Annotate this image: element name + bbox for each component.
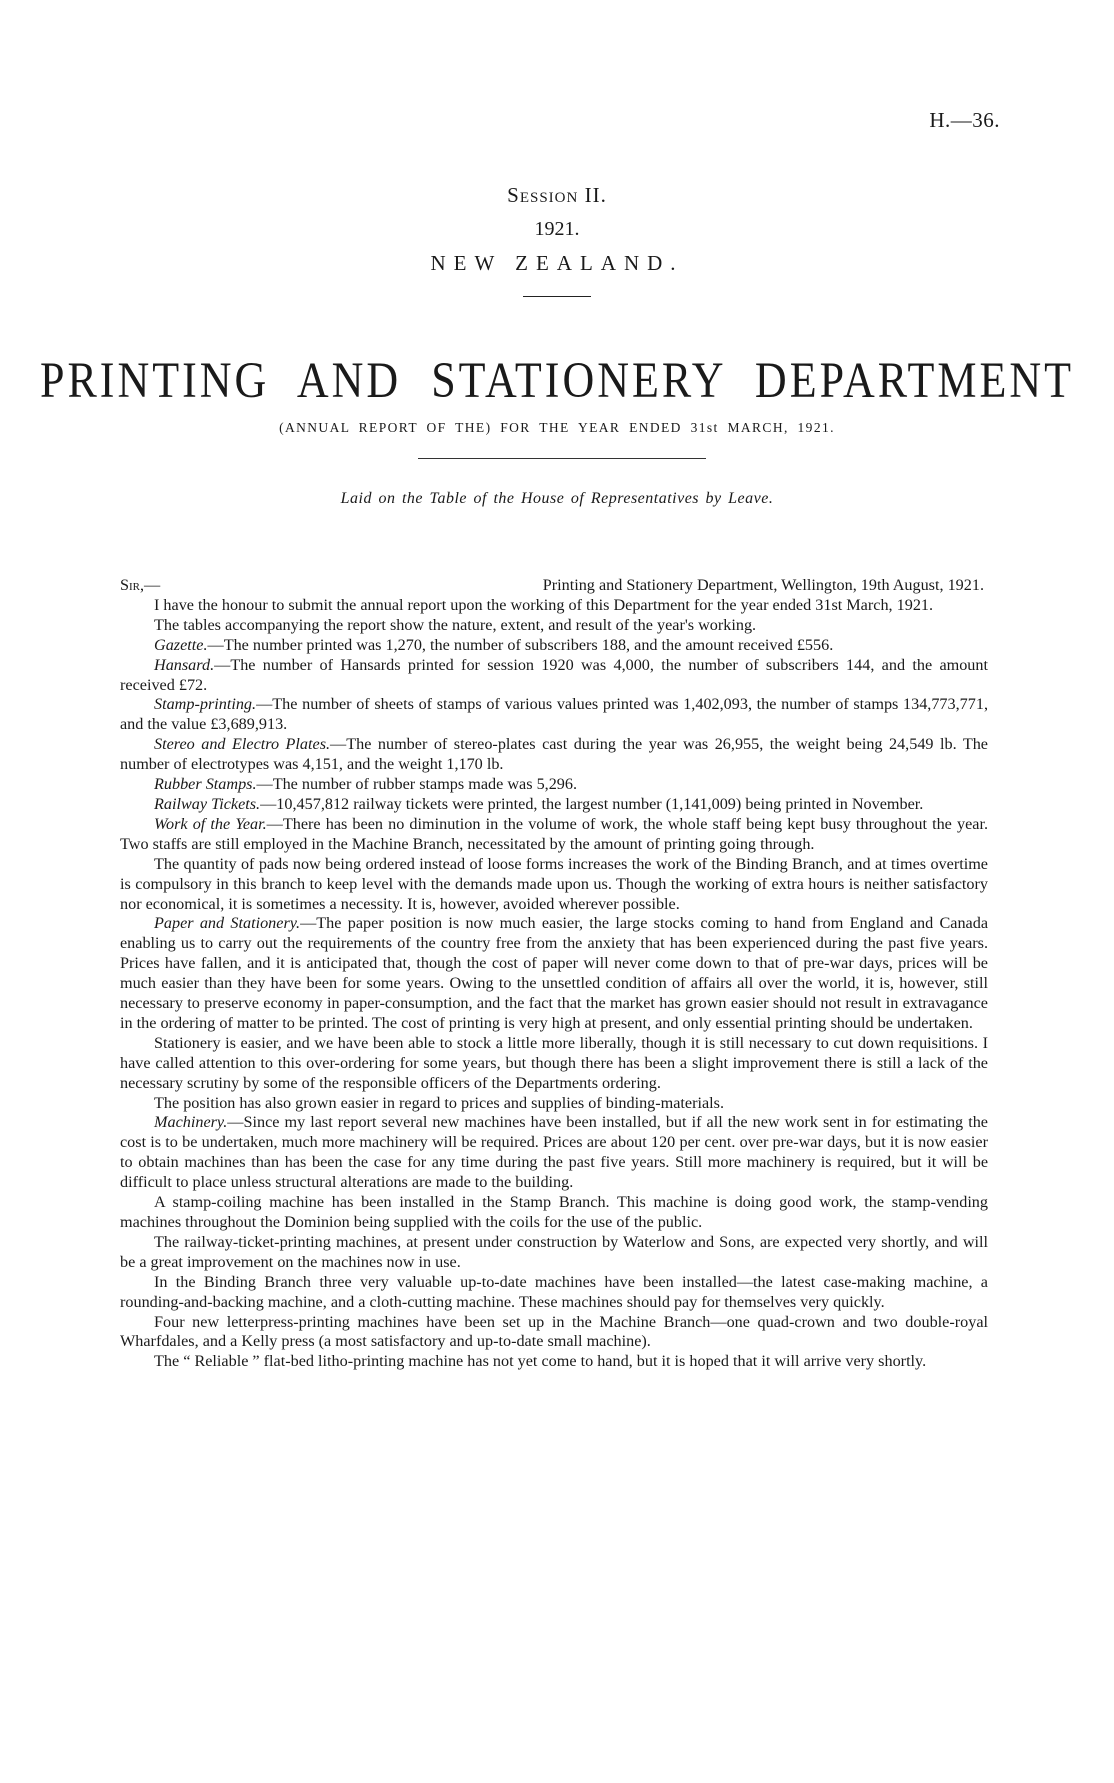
paragraph bbox=[120, 1273, 988, 1313]
paragraph bbox=[120, 616, 988, 636]
letter-opening bbox=[120, 576, 988, 596]
paragraph-text: Four new letterpress-printing machines have been set up in the Machine Branch—one quad-crown and two double-royal Wharfdales, and a Kelly press (a most satisfactory and up-to-date small machine). bbox=[120, 1312, 988, 1351]
paragraph-heading: Hansard. bbox=[154, 655, 215, 674]
paragraph-text: —The number of Hansards printed for session 1920 was 4,000, the number of subscribers 144, and the amount received £72. bbox=[120, 655, 988, 694]
letter-address: Printing and Stationery Department, Wellington, 19th August, 1921. bbox=[542, 576, 984, 594]
paragraph-heading: Stamp-printing. bbox=[154, 695, 257, 714]
salutation: Sir,— bbox=[120, 576, 161, 594]
paragraph bbox=[120, 695, 988, 735]
paragraph bbox=[120, 1193, 988, 1233]
session-header bbox=[0, 180, 1114, 297]
paragraph-heading: Machinery. bbox=[154, 1113, 228, 1132]
letter-body bbox=[120, 576, 988, 1372]
paragraph bbox=[120, 1094, 988, 1114]
paragraph-text: —10,457,812 railway tickets were printed, the largest number (1,141,009) being printed in November. bbox=[260, 794, 924, 813]
paragraph-text: The “ Reliable ” flat-bed litho-printing machine has not yet come to hand, but it is hoped that it will arrive very shortly. bbox=[154, 1352, 927, 1371]
paragraph-heading: Work of the Year. bbox=[154, 814, 267, 833]
title-divider bbox=[418, 458, 706, 459]
session-label: Session II. bbox=[507, 183, 607, 207]
paragraph bbox=[120, 636, 988, 656]
paragraph bbox=[120, 775, 988, 795]
paragraph bbox=[120, 914, 988, 1033]
paragraph-text: —The number of sheets of stamps of various values printed was 1,402,093, the number of stamps 134,773,771, and the value £3,689,913. bbox=[120, 695, 988, 734]
paragraph bbox=[120, 1352, 988, 1372]
paragraph bbox=[120, 1233, 988, 1273]
paragraph bbox=[120, 815, 988, 855]
paragraph bbox=[120, 855, 988, 915]
paragraph-text: —The number of rubber stamps made was 5,296. bbox=[256, 775, 578, 794]
year-label: 1921. bbox=[534, 218, 580, 240]
paragraph-text: The tables accompanying the report show the nature, extent, and result of the year's working. bbox=[154, 615, 757, 634]
paragraph-heading: Paper and Stationery. bbox=[154, 914, 301, 933]
paragraph-text: —Since my last report several new machines have been installed, but if all the new work sent in for estimating the cost is to be undertaken, much more machinery will be required. Prices are about 120 per cent. over pre-war days, but it is now easier to obtain machines than has been the case for any time during the past five years. Still more machinery is required, but it will be difficult to place unless structural alterations are made to the building. bbox=[120, 1113, 988, 1192]
paragraph-heading: Railway Tickets. bbox=[154, 794, 261, 813]
paper-reference: H.—36. bbox=[929, 108, 1000, 132]
paragraph bbox=[120, 795, 988, 815]
report-title: PRINTING AND STATIONERY DEPARTMENT bbox=[39, 352, 1075, 409]
paragraph-text: The railway-ticket-printing machines, at present under construction by Waterlow and Sons, are expected very shortly, and will be a great improvement on the machines now in use. bbox=[120, 1232, 988, 1271]
country-label: NEW ZEALAND. bbox=[430, 251, 684, 275]
paragraph bbox=[120, 656, 988, 696]
paragraph-text: I have the honour to submit the annual report upon the working of this Department for the year ended 31st March, 1921. bbox=[154, 595, 934, 614]
paragraph bbox=[120, 1113, 988, 1193]
paragraph-heading: Gazette. bbox=[154, 635, 208, 654]
paragraph bbox=[120, 1313, 988, 1353]
paragraph-heading: Rubber Stamps. bbox=[154, 775, 257, 794]
laid-on-table-note: Laid on the Table of the House of Representatives by Leave. bbox=[340, 490, 774, 507]
paragraph bbox=[120, 735, 988, 775]
paragraph-text: Stationery is easier, and we have been able to stock a little more liberally, though it is still necessary to cut down requisitions. I have called attention to this over-ordering for some years, but though there has been a slight improvement there is still a lack of the necessary scrutiny by some of the responsible officers of the Departments ordering. bbox=[120, 1033, 988, 1092]
paragraph-text: In the Binding Branch three very valuable up-to-date machines have been installed—the latest case-making machine, a rounding-and-backing machine, and a cloth-cutting machine. These machines should pay for themselves very quickly. bbox=[120, 1272, 988, 1311]
report-subtitle: (ANNUAL REPORT OF THE) FOR THE YEAR ENDED 31st MARCH, 1921. bbox=[279, 420, 835, 435]
paragraph-text: A stamp-coiling machine has been installed in the Stamp Branch. This machine is doing good work, the stamp-vending machines throughout the Dominion being supplied with the coils for the use of the public. bbox=[120, 1193, 988, 1231]
paragraph-text: The quantity of pads now being ordered instead of loose forms increases the work of the Binding Branch, and at times overtime is compulsory in this branch to keep level with the demands made upon us. Though the working of extra hours is neither satisfactory nor economical, it is sometimes a necessity. It is, however, avoided wherever possible. bbox=[120, 854, 988, 913]
paragraph-list bbox=[120, 596, 988, 1372]
paragraph-text: —The number of stereo-plates cast during the year was 26,955, the weight being 24,549 lb. The number of electrotypes was 4,151, and the weight 1,170 lb. bbox=[120, 735, 988, 774]
paragraph-text: —There has been no diminution in the volume of work, the whole staff being kept busy throughout the year. Two staffs are still employed in the Machine Branch, necessitated by the amount of printing going through. bbox=[120, 814, 988, 853]
paragraph bbox=[120, 1034, 988, 1094]
paragraph bbox=[120, 596, 988, 616]
paragraph-text: The position has also grown easier in regard to prices and supplies of binding-materials. bbox=[154, 1093, 725, 1112]
header-divider bbox=[523, 296, 591, 297]
paragraph-heading: Stereo and Electro Plates. bbox=[154, 735, 331, 754]
paragraph-text: —The number printed was 1,270, the number of subscribers 188, and the amount received £556. bbox=[207, 635, 834, 654]
paragraph-text: —The paper position is now much easier, the large stocks coming to hand from England and Canada enabling us to carry out the requirements of the country free from the anxiety that has been experienced during the past five years. Prices have fallen, and it is anticipated that, though the cost of paper will never come down to that of pre-war days, prices will be much easier than they have been for some years. Owing to the unsettled condition of affairs all over the world, it is, however, still necessary to preserve economy in paper-consumption, and the fact that the market has grown easier should not result in extravagance in the ordering of matter to be printed. The cost of printing is very high at present, and only essential printing should be undertaken. bbox=[120, 914, 989, 1032]
